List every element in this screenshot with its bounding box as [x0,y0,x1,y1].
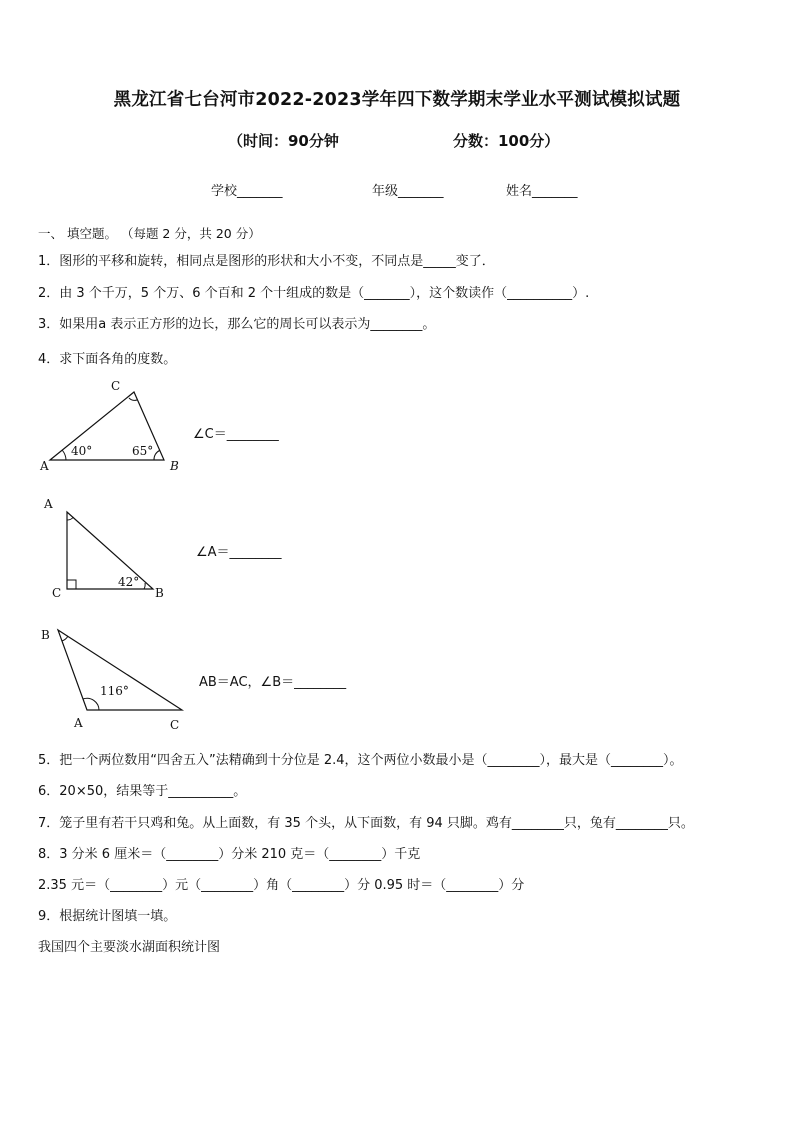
question-8-line-1: 8．3 分米 6 厘米＝（________）分米 210 克＝（________）千克 [38,847,421,862]
question-9: 9．根据统计图填一填。 [38,909,177,924]
question-3: 3．如果用a 表示正方形的边长，那么它的周长可以表示为________。 [38,317,436,332]
vertex-label-b: B [170,459,179,473]
angle-label-116: 116° [100,684,129,698]
triangle-figure-3 [36,624,196,736]
angle-label-65: 65° [132,444,154,458]
exam-time: （时间：90分钟 [228,132,339,150]
answer-angle-b: AB＝AC，∠B＝________ [199,675,347,690]
triangle-figure-1 [36,376,196,476]
vertex-label-b: B [155,586,164,600]
question-2: 2．由 3 个千万，5 个万、6 个百和 2 个十组成的数是（_______），这个数读作（__________）. [38,286,590,301]
vertex-label-c: C [170,718,180,732]
school-field: 学校_______ [211,184,283,199]
answer-angle-a: ∠A＝________ [196,545,282,560]
section-heading: 一、 填空题。 （每题 2 分，共 20 分） [38,226,261,241]
vertex-label-a: A [44,497,53,511]
question-8-line-2: 2.35 元＝（________）元（________）角（________）分 0.95 时＝（________）分 [38,878,525,893]
question-1: 1．图形的平移和旋转，相同点是图形的形状和大小不变，不同点是_____变了． [38,254,495,269]
exam-score: 分数：100分） [453,132,560,150]
vertex-label-a: A [40,459,49,473]
vertex-label-c: C [111,379,121,393]
grade-field: 年级_______ [372,184,444,199]
vertex-label-b: B [41,628,50,642]
vertex-label-a: A [74,716,83,730]
question-4: 4．求下面各角的度数。 [38,352,177,367]
question-5: 5．把一个两位数用“四舍五入”法精确到十分位是 2.4，这个两位小数最小是（________），最大是（________）。 [38,753,683,768]
answer-angle-c: ∠C＝________ [193,427,279,442]
page-title: 黑龙江省七台河市2022-2023学年四下数学期末学业水平测试模拟试题 [113,90,681,110]
chart-caption: 我国四个主要淡水湖面积统计图 [38,940,221,955]
question-7: 7．笼子里有若干只鸡和兔。从上面数，有 35 个头，从下面数，有 94 只脚。鸡有________只，兔有________只。 [38,816,694,831]
triangle-figure-2 [36,494,176,606]
question-6: 6．20×50，结果等于__________。 [38,784,247,799]
angle-label-40: 40° [71,444,93,458]
vertex-label-c: C [52,586,62,600]
angle-label-42: 42° [118,575,140,589]
name-field: 姓名_______ [506,184,578,199]
